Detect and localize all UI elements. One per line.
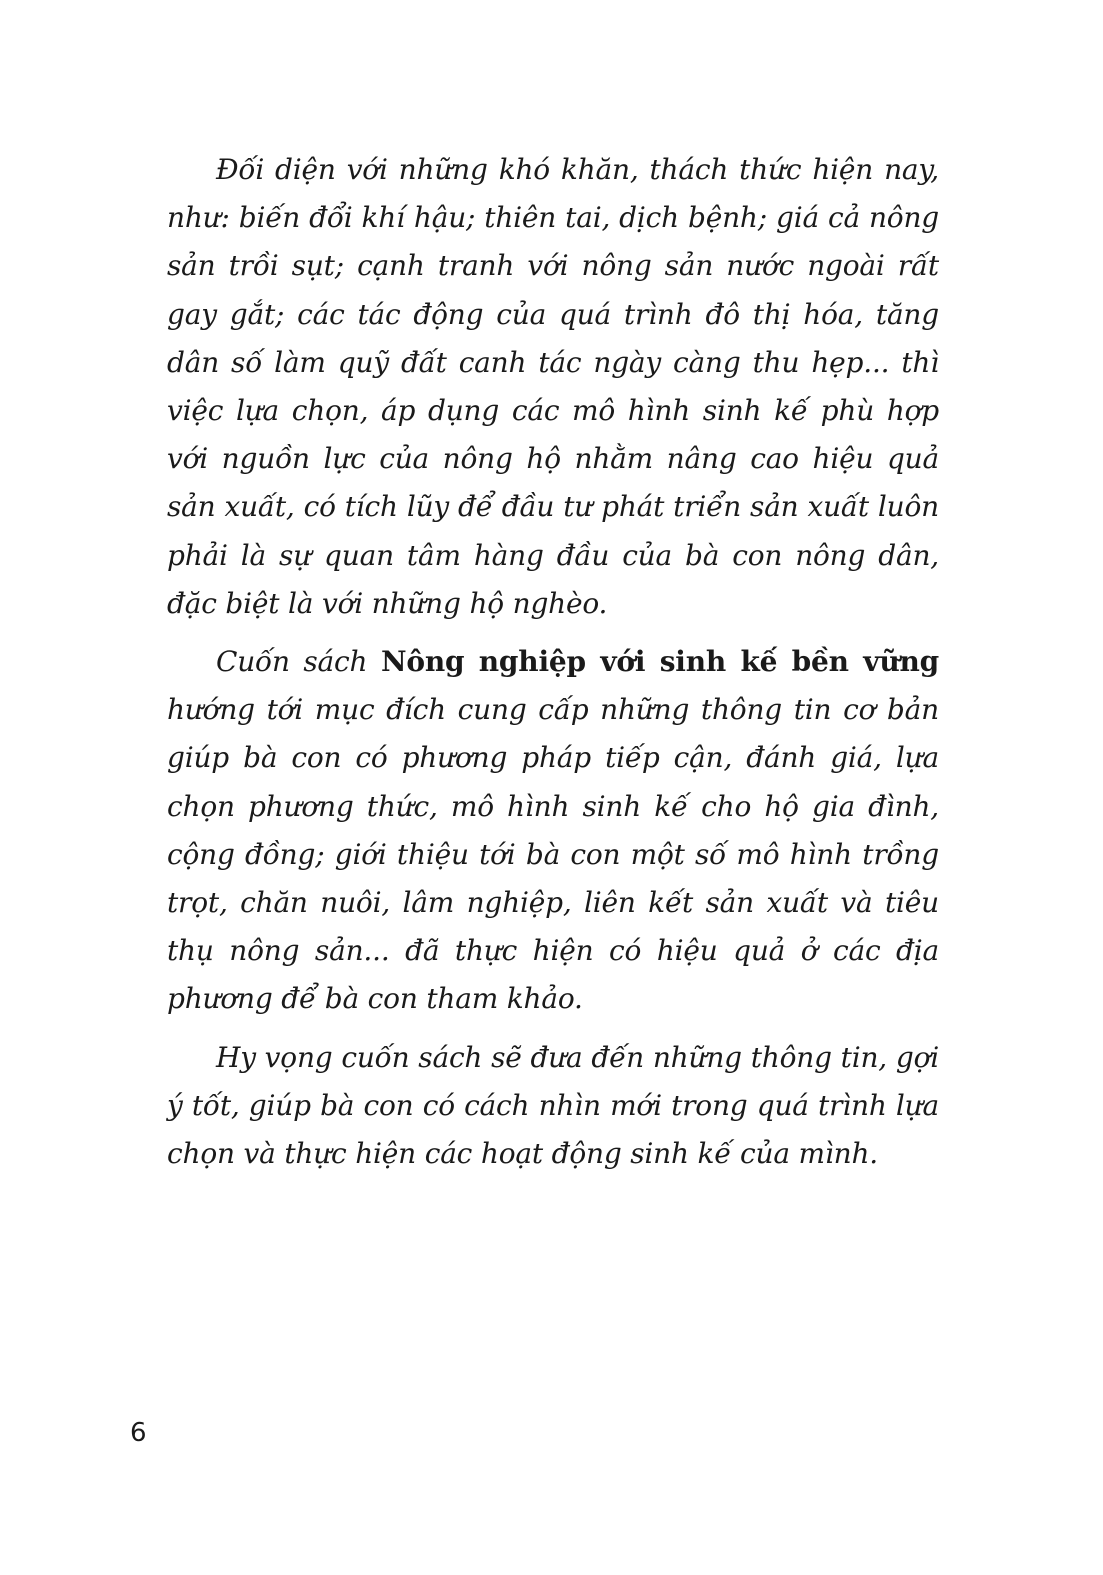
paragraph-2 [167, 638, 939, 1024]
paragraph-3: Hy vọng cuốn sách sẽ đưa đến những thông tin, gợi ý tốt, giúp bà con có cách nhìn mới trong quá trình lựa chọn và thực hiện các hoạt động sinh kế của mình. [167, 1040, 939, 1171]
paragraph-2-prefix: Cuốn sách [216, 645, 381, 679]
body-text [167, 146, 939, 1188]
book-title: Nông nghiệp với sinh kế bền vững [380, 645, 940, 679]
page-number: 6 [130, 1418, 147, 1448]
paragraph-1: Đối diện với những khó khăn, thách thức hiện nay, như: biến đổi khí hậu; thiên tai, dịch bệnh; giá cả nông sản trồi sụt; cạnh tranh với nông sản nước ngoài rất gay gắt; các tác động của quá trình đô thị hóa, tăng dân số làm quỹ đất canh tác ngày càng thu hẹp... thì việc lựa chọn, áp dụng các mô hình sinh kế phù hợp với nguồn lực của nông hộ nhằm nâng cao hiệu quả sản xuất, có tích lũy để đầu tư phát triển sản xuất luôn phải là sự quan tâm hàng đầu của bà con nông dân, đặc biệt là với những hộ nghèo. [167, 153, 939, 620]
paragraph-2-suffix: hướng tới mục đích cung cấp những thông tin cơ bản giúp bà con có phương pháp tiếp cận, đánh giá, lựa chọn phương thức, mô hình sinh kế cho hộ gia đình, cộng đồng; giới thiệu tới bà con một số mô hình trồng trọt, chăn nuôi, lâm nghiệp, liên kết sản xuất và tiêu thụ nông sản... đã thực hiện có hiệu quả ở các địa phương để bà con tham khảo. [167, 693, 939, 1016]
